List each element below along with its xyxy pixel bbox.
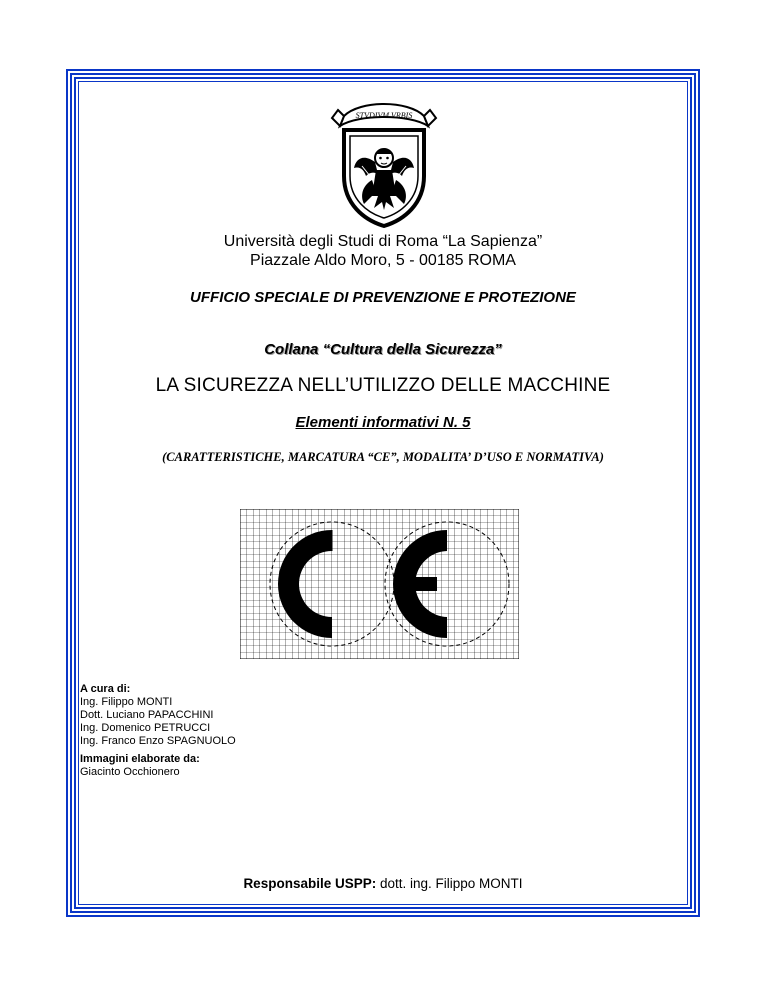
office-name: UFFICIO SPECIALE DI PREVENZIONE E PROTEZIONE xyxy=(190,289,576,306)
images-credit-label: Immagini elaborate da: xyxy=(80,753,200,765)
seal-banner-text: STVDIVM VRBIS xyxy=(355,111,413,120)
responsible-name: dott. ing. Filippo MONTI xyxy=(376,876,523,891)
curator-name: Ing. Franco Enzo SPAGNUOLO xyxy=(80,735,236,747)
curator-name: Ing. Domenico PETRUCCI xyxy=(80,722,211,734)
document-title: LA SICUREZZA NELL’UTILIZZO DELLE MACCHINE xyxy=(155,375,611,396)
university-name: Università degli Studi di Roma “La Sapienza” xyxy=(223,233,543,250)
curator-name: Ing. Filippo MONTI xyxy=(80,696,173,708)
series-title: Collana “Cultura della Sicurezza” xyxy=(264,341,502,358)
images-credit-section xyxy=(80,753,200,779)
curators-section xyxy=(80,683,236,748)
university-address: Piazzale Aldo Moro, 5 - 00185 ROMA xyxy=(250,252,516,269)
ce-marking-icon xyxy=(240,509,519,659)
document-topics: (CARATTERISTICHE, MARCATURA “CE”, MODALITA’ D’USO E NORMATIVA) xyxy=(162,450,604,464)
responsible-label: Responsabile USPP: xyxy=(243,876,377,891)
images-credit-name: Giacinto Occhionero xyxy=(80,766,180,778)
curators-label: A cura di: xyxy=(80,683,131,695)
university-seal-icon xyxy=(330,96,438,228)
curator-name: Dott. Luciano PAPACCHINI xyxy=(80,709,214,721)
document-subtitle: Elementi informativi N. 5 xyxy=(295,414,471,431)
responsible-line xyxy=(78,876,688,892)
